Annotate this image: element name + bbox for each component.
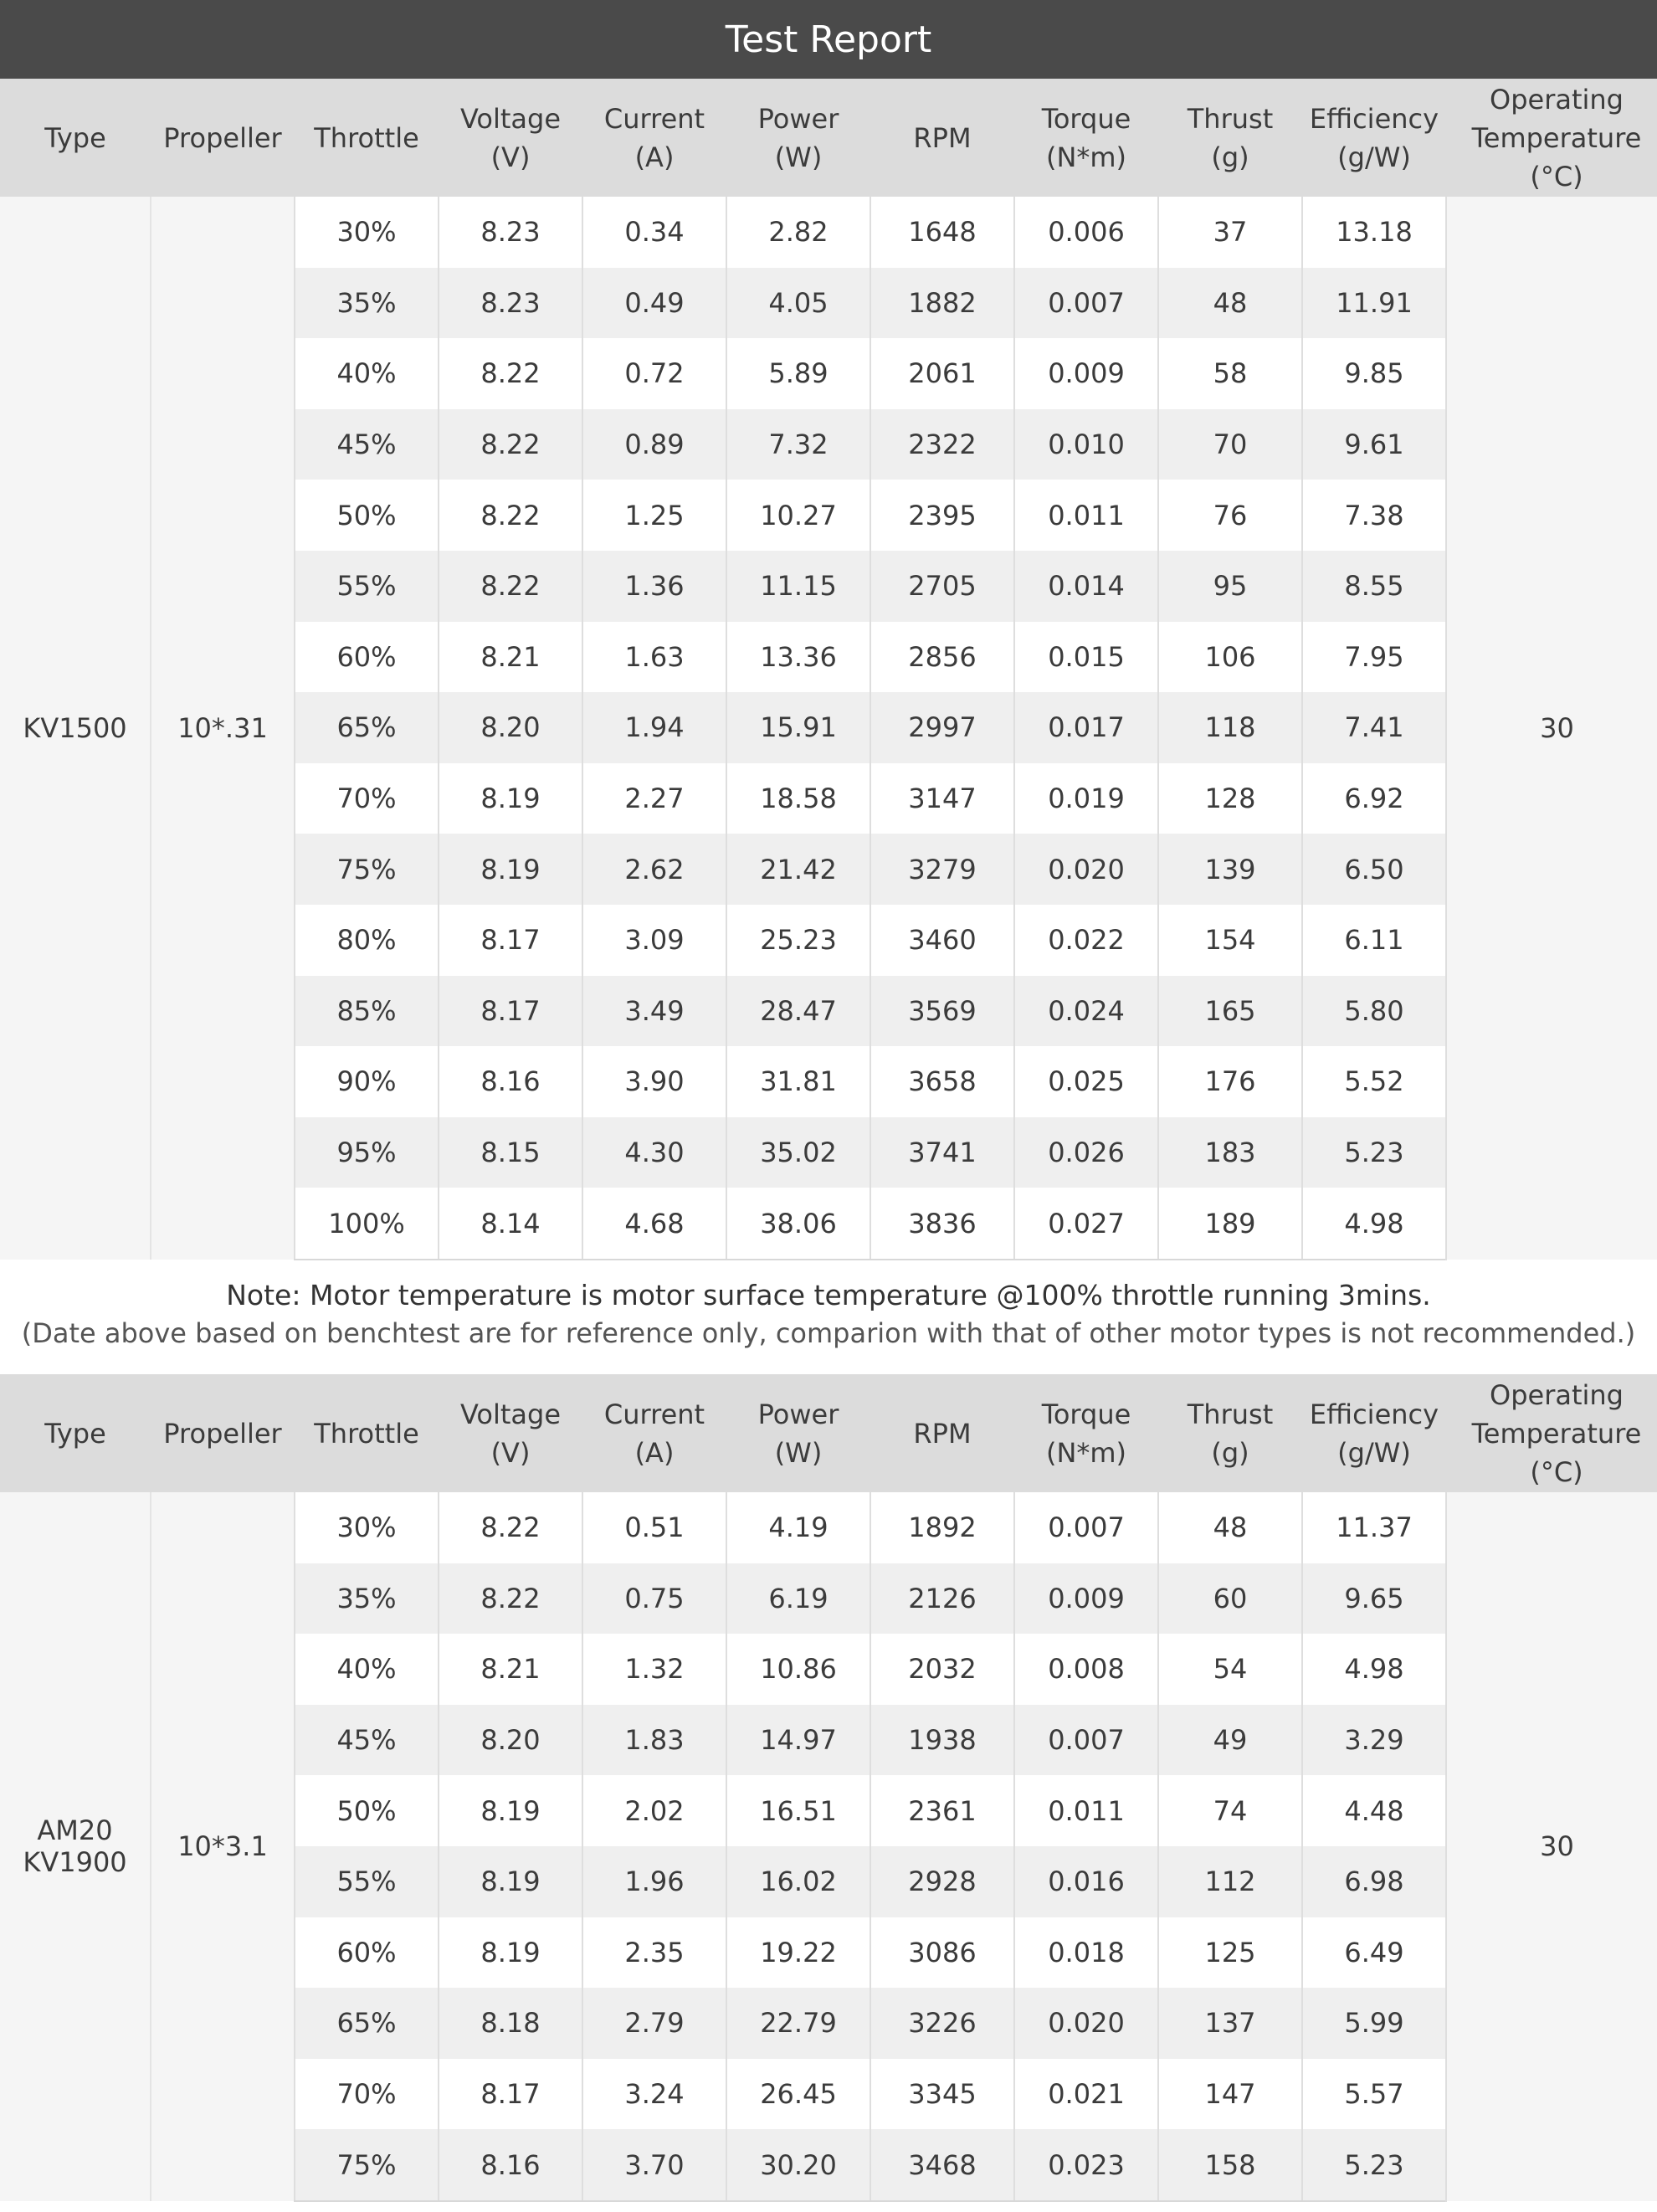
rpm-cell: 3468 [870, 2129, 1014, 2201]
efficiency-cell: 6.50 [1302, 834, 1446, 905]
header-operating [1446, 79, 1657, 197]
temperature-cell: 30 [1446, 197, 1657, 1260]
voltage-cell: 8.20 [439, 1705, 582, 1776]
header-voltage [439, 79, 582, 197]
header-text: Current [603, 1398, 705, 1430]
current-cell: 4.68 [582, 1188, 726, 1260]
efficiency-cell: 4.48 [1302, 1775, 1446, 1846]
torque-cell: 0.007 [1014, 268, 1158, 339]
rpm-cell: 1892 [870, 1492, 1014, 1563]
efficiency-cell: 6.98 [1302, 1846, 1446, 1917]
test-table-kv1500 [0, 79, 1657, 1260]
throttle-cell: 60% [295, 622, 439, 693]
torque-cell: 0.017 [1014, 692, 1158, 763]
type-cell [0, 1492, 151, 2201]
current-cell: 1.94 [582, 692, 726, 763]
voltage-cell: 8.19 [439, 834, 582, 905]
throttle-cell: 45% [295, 1705, 439, 1776]
type-text: KV1500 [23, 711, 127, 744]
throttle-cell: 30% [295, 197, 439, 268]
throttle-cell: 45% [295, 409, 439, 480]
header-text: Thrust [1187, 102, 1274, 135]
rpm-cell: 2705 [870, 551, 1014, 622]
report-title: Test Report [0, 0, 1657, 79]
voltage-cell: 8.18 [439, 1988, 582, 2059]
header-current [582, 79, 726, 197]
throttle-cell: 100% [295, 1188, 439, 1260]
header-text: Power [757, 102, 839, 135]
efficiency-cell: 5.57 [1302, 2059, 1446, 2130]
torque-cell: 0.016 [1014, 1846, 1158, 1917]
temperature-cell: 30 [1446, 1492, 1657, 2201]
thrust-cell: 147 [1158, 2059, 1302, 2130]
power-cell: 10.86 [726, 1634, 870, 1705]
throttle-cell: 90% [295, 1046, 439, 1117]
header-text: Current [603, 102, 705, 135]
power-cell: 10.27 [726, 480, 870, 551]
thrust-cell: 74 [1158, 1775, 1302, 1846]
header-text: (W) [774, 141, 823, 173]
current-cell: 1.25 [582, 480, 726, 551]
header-propeller [151, 1374, 295, 1492]
current-cell: 1.63 [582, 622, 726, 693]
throttle-cell: 95% [295, 1117, 439, 1188]
type-cell [0, 197, 151, 1260]
header-text: (V) [490, 1436, 531, 1469]
current-cell: 3.70 [582, 2129, 726, 2201]
power-cell: 30.20 [726, 2129, 870, 2201]
throttle-cell: 50% [295, 480, 439, 551]
power-cell: 15.91 [726, 692, 870, 763]
efficiency-cell: 11.37 [1302, 1492, 1446, 1563]
torque-cell: 0.027 [1014, 1188, 1158, 1260]
header-text: (g/W) [1337, 141, 1411, 173]
header-text: Propeller [163, 121, 282, 154]
thrust-cell: 125 [1158, 1917, 1302, 1989]
voltage-cell: 8.22 [439, 1492, 582, 1563]
torque-cell: 0.010 [1014, 409, 1158, 480]
thrust-cell: 95 [1158, 551, 1302, 622]
voltage-cell: 8.19 [439, 1917, 582, 1989]
thrust-cell: 139 [1158, 834, 1302, 905]
voltage-cell: 8.17 [439, 905, 582, 976]
efficiency-cell: 8.55 [1302, 551, 1446, 622]
thrust-cell: 112 [1158, 1846, 1302, 1917]
thrust-cell: 189 [1158, 1188, 1302, 1260]
throttle-cell: 65% [295, 1988, 439, 2059]
note-line-1: Note: Motor temperature is motor surface temperature @100% throttle running 3mins. [226, 1279, 1431, 1311]
propeller-cell: 10*3.1 [151, 1492, 295, 2201]
power-cell: 11.15 [726, 551, 870, 622]
voltage-cell: 8.19 [439, 763, 582, 834]
thrust-cell: 48 [1158, 1492, 1302, 1563]
propeller-cell: 10*.31 [151, 197, 295, 1260]
header-text: Temperature [1471, 1417, 1642, 1450]
power-cell: 21.42 [726, 834, 870, 905]
rpm-cell: 1882 [870, 268, 1014, 339]
torque-cell: 0.009 [1014, 338, 1158, 409]
thrust-cell: 165 [1158, 976, 1302, 1047]
header-text: Torque [1041, 1398, 1131, 1430]
thrust-cell: 137 [1158, 1988, 1302, 2059]
efficiency-cell: 7.38 [1302, 480, 1446, 551]
torque-cell: 0.008 [1014, 1634, 1158, 1705]
efficiency-cell: 3.29 [1302, 1705, 1446, 1776]
throttle-cell: 80% [295, 905, 439, 976]
throttle-cell: 55% [295, 1846, 439, 1917]
current-cell: 1.96 [582, 1846, 726, 1917]
header-text: (V) [490, 141, 531, 173]
throttle-cell: 35% [295, 1563, 439, 1635]
power-cell: 25.23 [726, 905, 870, 976]
rpm-cell: 3460 [870, 905, 1014, 976]
torque-cell: 0.018 [1014, 1917, 1158, 1989]
table-row [0, 197, 1657, 268]
throttle-cell: 50% [295, 1775, 439, 1846]
efficiency-cell: 5.99 [1302, 1988, 1446, 2059]
header-text: Temperature [1471, 121, 1642, 154]
power-cell: 28.47 [726, 976, 870, 1047]
voltage-cell: 8.22 [439, 1563, 582, 1635]
rpm-cell: 2928 [870, 1846, 1014, 1917]
throttle-cell: 55% [295, 551, 439, 622]
header-throttle [295, 79, 439, 197]
efficiency-cell: 5.80 [1302, 976, 1446, 1047]
voltage-cell: 8.14 [439, 1188, 582, 1260]
current-cell: 1.36 [582, 551, 726, 622]
voltage-cell: 8.16 [439, 1046, 582, 1117]
power-cell: 2.82 [726, 197, 870, 268]
header-text: Type [44, 1417, 106, 1450]
throttle-cell: 70% [295, 2059, 439, 2130]
efficiency-cell: 11.91 [1302, 268, 1446, 339]
throttle-cell: 75% [295, 834, 439, 905]
current-cell: 3.90 [582, 1046, 726, 1117]
type-text: KV1900 [23, 1846, 127, 1879]
power-cell: 13.36 [726, 622, 870, 693]
thrust-cell: 54 [1158, 1634, 1302, 1705]
header-text: (°C) [1530, 1455, 1583, 1488]
efficiency-cell: 4.98 [1302, 1188, 1446, 1260]
thrust-cell: 37 [1158, 197, 1302, 268]
torque-cell: 0.022 [1014, 905, 1158, 976]
torque-cell: 0.007 [1014, 1492, 1158, 1563]
current-cell: 3.09 [582, 905, 726, 976]
table-row [0, 1492, 1657, 1563]
voltage-cell: 8.22 [439, 338, 582, 409]
rpm-cell: 3741 [870, 1117, 1014, 1188]
torque-cell: 0.020 [1014, 1988, 1158, 2059]
torque-cell: 0.009 [1014, 1563, 1158, 1635]
voltage-cell: 8.23 [439, 197, 582, 268]
header-text: Throttle [314, 121, 419, 154]
efficiency-cell: 5.23 [1302, 1117, 1446, 1188]
header-text: (g) [1211, 141, 1249, 173]
rpm-cell: 3086 [870, 1917, 1014, 1989]
voltage-cell: 8.15 [439, 1117, 582, 1188]
power-cell: 19.22 [726, 1917, 870, 1989]
current-cell: 3.49 [582, 976, 726, 1047]
torque-cell: 0.025 [1014, 1046, 1158, 1117]
rpm-cell: 2061 [870, 338, 1014, 409]
header-text: Voltage [459, 1398, 562, 1430]
rpm-cell: 3147 [870, 763, 1014, 834]
power-cell: 22.79 [726, 1988, 870, 2059]
header-row [0, 79, 1657, 197]
header-rpm [870, 1374, 1014, 1492]
throttle-cell: 60% [295, 1917, 439, 1989]
voltage-cell: 8.16 [439, 2129, 582, 2201]
rpm-cell: 3279 [870, 834, 1014, 905]
efficiency-cell: 6.49 [1302, 1917, 1446, 1989]
rpm-cell: 2361 [870, 1775, 1014, 1846]
header-text: Power [757, 1398, 839, 1430]
header-text: (A) [634, 1436, 675, 1469]
header-text: (W) [774, 1436, 823, 1469]
rpm-cell: 1938 [870, 1705, 1014, 1776]
note-section [0, 1268, 1657, 1374]
thrust-cell: 48 [1158, 268, 1302, 339]
current-cell: 2.02 [582, 1775, 726, 1846]
rpm-cell: 1648 [870, 197, 1014, 268]
torque-cell: 0.020 [1014, 834, 1158, 905]
header-text: Throttle [314, 1417, 419, 1450]
thrust-cell: 49 [1158, 1705, 1302, 1776]
rpm-cell: 2126 [870, 1563, 1014, 1635]
torque-cell: 0.006 [1014, 197, 1158, 268]
power-cell: 6.19 [726, 1563, 870, 1635]
header-throttle [295, 1374, 439, 1492]
header-operating [1446, 1374, 1657, 1492]
efficiency-cell: 9.61 [1302, 409, 1446, 480]
current-cell: 0.75 [582, 1563, 726, 1635]
power-cell: 26.45 [726, 2059, 870, 2130]
efficiency-cell: 5.23 [1302, 2129, 1446, 2201]
header-text: (g/W) [1337, 1436, 1411, 1469]
voltage-cell: 8.21 [439, 1634, 582, 1705]
current-cell: 1.83 [582, 1705, 726, 1776]
efficiency-cell: 7.95 [1302, 622, 1446, 693]
throttle-cell: 70% [295, 763, 439, 834]
thrust-cell: 76 [1158, 480, 1302, 551]
current-cell: 3.24 [582, 2059, 726, 2130]
rpm-cell: 3658 [870, 1046, 1014, 1117]
power-cell: 4.19 [726, 1492, 870, 1563]
header-text: Operating [1490, 83, 1624, 115]
current-cell: 2.35 [582, 1917, 726, 1989]
power-cell: 4.05 [726, 268, 870, 339]
throttle-cell: 65% [295, 692, 439, 763]
torque-cell: 0.011 [1014, 480, 1158, 551]
torque-cell: 0.007 [1014, 1705, 1158, 1776]
voltage-cell: 8.22 [439, 409, 582, 480]
thrust-cell: 118 [1158, 692, 1302, 763]
header-current [582, 1374, 726, 1492]
header-efficiency [1302, 1374, 1446, 1492]
power-cell: 14.97 [726, 1705, 870, 1776]
power-cell: 16.02 [726, 1846, 870, 1917]
torque-cell: 0.015 [1014, 622, 1158, 693]
throttle-cell: 75% [295, 2129, 439, 2201]
current-cell: 0.49 [582, 268, 726, 339]
rpm-cell: 2997 [870, 692, 1014, 763]
header-text: Efficiency [1309, 102, 1439, 135]
current-cell: 2.79 [582, 1988, 726, 2059]
header-text: (g) [1211, 1436, 1249, 1469]
current-cell: 0.34 [582, 197, 726, 268]
power-cell: 5.89 [726, 338, 870, 409]
header-thrust [1158, 79, 1302, 197]
thrust-cell: 154 [1158, 905, 1302, 976]
thrust-cell: 106 [1158, 622, 1302, 693]
header-text: Propeller [163, 1417, 282, 1450]
throttle-cell: 85% [295, 976, 439, 1047]
efficiency-cell: 5.52 [1302, 1046, 1446, 1117]
rpm-cell: 3836 [870, 1188, 1014, 1260]
voltage-cell: 8.20 [439, 692, 582, 763]
thrust-cell: 60 [1158, 1563, 1302, 1635]
voltage-cell: 8.22 [439, 480, 582, 551]
power-cell: 31.81 [726, 1046, 870, 1117]
power-cell: 16.51 [726, 1775, 870, 1846]
voltage-cell: 8.21 [439, 622, 582, 693]
throttle-cell: 35% [295, 268, 439, 339]
rpm-cell: 3226 [870, 1988, 1014, 2059]
header-power [726, 79, 870, 197]
torque-cell: 0.026 [1014, 1117, 1158, 1188]
thrust-cell: 183 [1158, 1117, 1302, 1188]
rpm-cell: 2032 [870, 1634, 1014, 1705]
current-cell: 4.30 [582, 1117, 726, 1188]
header-torque [1014, 1374, 1158, 1492]
power-cell: 35.02 [726, 1117, 870, 1188]
current-cell: 0.72 [582, 338, 726, 409]
power-cell: 38.06 [726, 1188, 870, 1260]
header-torque [1014, 79, 1158, 197]
efficiency-cell: 6.11 [1302, 905, 1446, 976]
rpm-cell: 2856 [870, 622, 1014, 693]
torque-cell: 0.021 [1014, 2059, 1158, 2130]
thrust-cell: 58 [1158, 338, 1302, 409]
header-row [0, 1374, 1657, 1492]
header-efficiency [1302, 79, 1446, 197]
thrust-cell: 70 [1158, 409, 1302, 480]
thrust-cell: 158 [1158, 2129, 1302, 2201]
voltage-cell: 8.17 [439, 2059, 582, 2130]
efficiency-cell: 6.92 [1302, 763, 1446, 834]
header-text: RPM [913, 121, 972, 154]
throttle-cell: 40% [295, 338, 439, 409]
header-text: RPM [913, 1417, 972, 1450]
voltage-cell: 8.19 [439, 1775, 582, 1846]
efficiency-cell: 4.98 [1302, 1634, 1446, 1705]
current-cell: 2.62 [582, 834, 726, 905]
header-voltage [439, 1374, 582, 1492]
header-text: Thrust [1187, 1398, 1274, 1430]
header-text: (°C) [1530, 160, 1583, 192]
header-text: (N*m) [1045, 1436, 1127, 1469]
header-rpm [870, 79, 1014, 197]
throttle-cell: 30% [295, 1492, 439, 1563]
power-cell: 18.58 [726, 763, 870, 834]
thrust-cell: 128 [1158, 763, 1302, 834]
torque-cell: 0.019 [1014, 763, 1158, 834]
note-line-2: (Date above based on benchtest are for reference only, comparion with that of other motor types is not recommended.) [21, 1317, 1636, 1349]
rpm-cell: 3569 [870, 976, 1014, 1047]
header-type [0, 1374, 151, 1492]
throttle-cell: 40% [295, 1634, 439, 1705]
header-text: Type [44, 121, 106, 154]
current-cell: 1.32 [582, 1634, 726, 1705]
torque-cell: 0.014 [1014, 551, 1158, 622]
torque-cell: 0.024 [1014, 976, 1158, 1047]
efficiency-cell: 7.41 [1302, 692, 1446, 763]
header-text: Torque [1041, 102, 1131, 135]
efficiency-cell: 9.65 [1302, 1563, 1446, 1635]
power-cell: 7.32 [726, 409, 870, 480]
header-text: (A) [634, 141, 675, 173]
torque-cell: 0.023 [1014, 2129, 1158, 2201]
test-table-am20-kv1900 [0, 1374, 1657, 2202]
header-type [0, 79, 151, 197]
type-text: AM20 [37, 1814, 113, 1847]
efficiency-cell: 13.18 [1302, 197, 1446, 268]
voltage-cell: 8.23 [439, 268, 582, 339]
current-cell: 2.27 [582, 763, 726, 834]
current-cell: 0.89 [582, 409, 726, 480]
header-propeller [151, 79, 295, 197]
thrust-cell: 176 [1158, 1046, 1302, 1117]
header-thrust [1158, 1374, 1302, 1492]
header-text: Operating [1490, 1378, 1624, 1411]
voltage-cell: 8.17 [439, 976, 582, 1047]
voltage-cell: 8.22 [439, 551, 582, 622]
voltage-cell: 8.19 [439, 1846, 582, 1917]
rpm-cell: 2322 [870, 409, 1014, 480]
header-text: Efficiency [1309, 1398, 1439, 1430]
header-text: (N*m) [1045, 141, 1127, 173]
efficiency-cell: 9.85 [1302, 338, 1446, 409]
rpm-cell: 2395 [870, 480, 1014, 551]
current-cell: 0.51 [582, 1492, 726, 1563]
header-text: Voltage [459, 102, 562, 135]
header-power [726, 1374, 870, 1492]
torque-cell: 0.011 [1014, 1775, 1158, 1846]
rpm-cell: 3345 [870, 2059, 1014, 2130]
